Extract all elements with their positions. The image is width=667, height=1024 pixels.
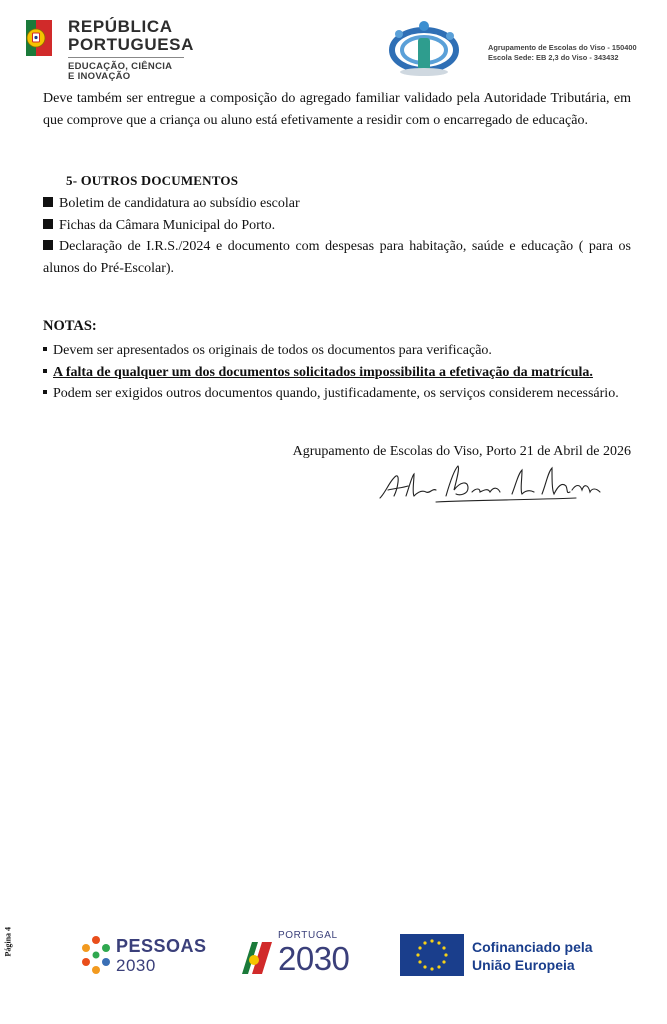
portugal-2030-logo-text	[278, 930, 349, 976]
section-title-w1a: O	[80, 174, 92, 189]
portugal-emblem-logo	[24, 16, 54, 58]
list-item	[43, 215, 631, 237]
list-item	[43, 193, 631, 215]
header-separator	[68, 57, 184, 58]
intro-paragraph: Deve também ser entregue a composição do agregado familiar validado pela Autoridade Tributária, em que comprove que a criança ou aluno está efetivamente a residir com o encarregado de educação.	[43, 91, 631, 128]
section-title-w2a: D	[141, 174, 152, 189]
note-text: Podem ser exigidos outros documentos quando, justificadamente, os serviços considerem necessário.	[53, 386, 619, 401]
school-info	[488, 43, 637, 63]
portugal-line-2: 2030	[278, 940, 350, 977]
note-text: Devem ser apresentados os originais de todos os documentos para verificação.	[53, 343, 492, 358]
pessoas-2030-logo-icon	[78, 932, 114, 978]
note-text: A falta de qualquer um dos documentos solicitados impossibilita a efetivação da matrícula.	[53, 364, 593, 380]
school-line-1: Agrupamento de Escolas do Viso - 150400	[488, 43, 637, 52]
list-item	[43, 236, 631, 279]
dot-bullet-icon	[43, 347, 47, 351]
list-item-text: Boletim de candidatura ao subsídio escolar	[59, 196, 300, 211]
dot-bullet-icon	[43, 369, 47, 373]
portugal-line-1: PORTUGAL	[278, 930, 338, 941]
dot-bullet-icon	[43, 390, 47, 394]
eu-flag-icon	[400, 934, 464, 976]
list-item-text: Declaração de I.R.S./2024 e documento com despesas para habitação, saúde e educação ( para os alunos do Pré-Escolar).	[43, 239, 631, 276]
school-line-2: Escola Sede: EB 2,3 do Viso - 343432	[488, 53, 619, 62]
notes-title: NOTAS:	[43, 318, 97, 334]
ministry-line-2: E INOVAÇÃO	[68, 71, 131, 82]
pessoas-line-2: 2030	[116, 956, 156, 975]
section-title-w2b: OCUMENTOS	[151, 173, 239, 188]
square-bullet-icon	[43, 240, 53, 250]
place-date: Agrupamento de Escolas do Viso, Porto 21 de Abril de 2026	[292, 444, 631, 459]
pessoas-line-1: PESSOAS	[116, 936, 207, 956]
square-bullet-icon	[43, 197, 53, 207]
republic-line-2: PORTUGUESA	[68, 35, 194, 54]
ministry-line-1: EDUCAÇÃO, CIÊNCIA	[68, 61, 173, 72]
eu-cofinancing-text	[472, 938, 593, 974]
portugal-2030-logo-icon	[240, 934, 274, 976]
eu-line-1: Cofinanciado pela	[472, 939, 593, 955]
page-number-label	[0, 900, 14, 960]
republic-line-1: REPÚBLICA	[68, 17, 173, 36]
section-title-w1b: UTROS	[91, 173, 138, 188]
school-logo	[384, 14, 464, 78]
eu-line-2: União Europeia	[472, 957, 575, 973]
section-number: 5-	[66, 173, 78, 188]
ministry-name	[68, 62, 172, 82]
note-item	[43, 340, 631, 362]
square-bullet-icon	[43, 219, 53, 229]
documents-list	[43, 193, 631, 279]
signature-image	[376, 462, 606, 510]
section-title	[66, 173, 238, 190]
page-number-text: Página 4	[3, 926, 13, 957]
notes-list	[43, 340, 631, 405]
note-item	[43, 383, 631, 405]
republic-name	[68, 18, 194, 54]
list-item-text: Fichas da Câmara Municipal do Porto.	[59, 217, 276, 233]
note-item-important	[43, 362, 631, 384]
pessoas-2030-logo-text	[116, 936, 207, 976]
